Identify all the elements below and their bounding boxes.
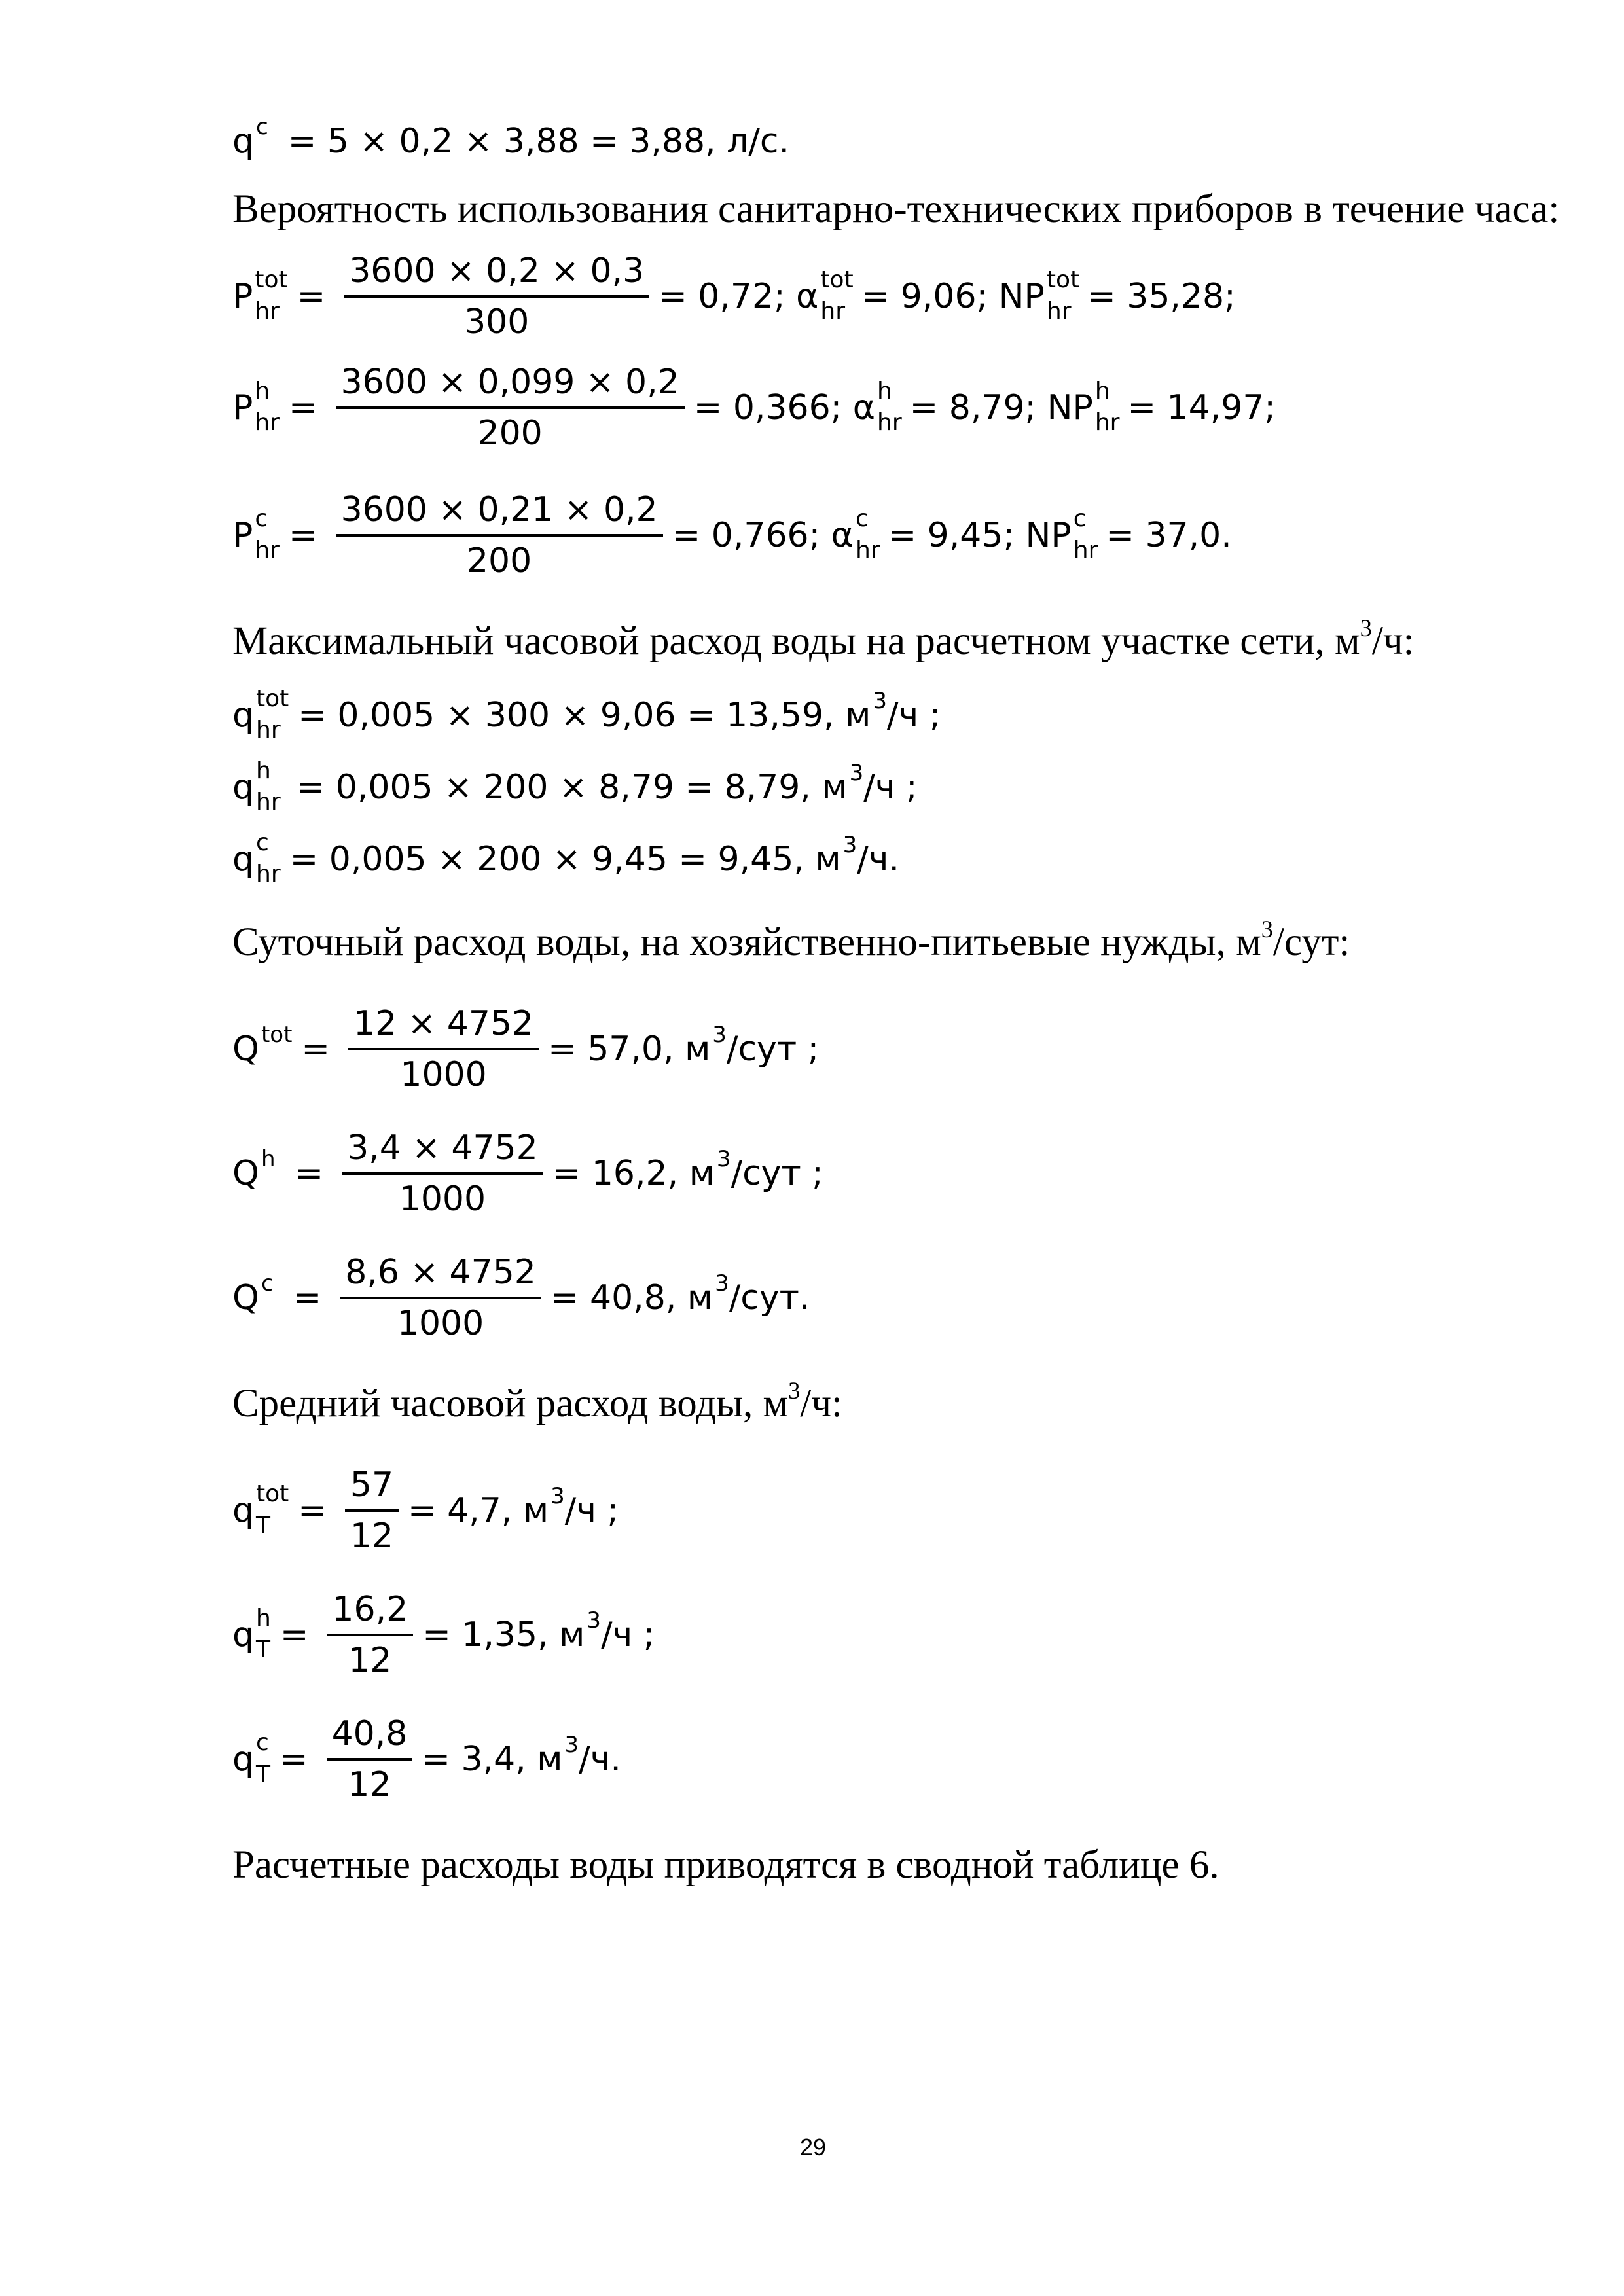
equation-qc-rate: q c = 5 × 0,2 × 3,88 = 3,88, л/с.: [232, 114, 789, 161]
daily-heading: Суточный расход воды, на хозяйственно-питьевые нужды, $м^3$/сут:: [232, 915, 1350, 964]
avg-hourly-heading: Средний часовой расход воды, $м^3/ч$:: [232, 1376, 842, 1426]
equation-p-h: P h hr = $\frac{3600 \times 0,099 \times 0,2}{200}$ = 0,366; α h hr = 8,79; NP h hr = 14,97;: [232, 363, 1276, 453]
probability-heading: Вероятность использования санитарно-технических приборов в течение часа:: [232, 187, 1560, 231]
equation-q-hr-c: q c hr = 0,005 × 200 × 9,45 = 9,45, м 3 /ч.: [232, 829, 900, 888]
equation-p-tot: P tot hr = $\frac{3600 \times 0,2 \times 0,3}{300}$ = 0,72; α tot hr = 9,06; NP tot hr = 35,28;: [232, 251, 1236, 342]
max-hourly-heading: Максимальный часовой расход воды на расчетном участке сети, $м^3/ч$:: [232, 614, 1415, 663]
equation-Q-tot: Q tot = $\frac{12 \times 4752}{1000}$ = 57,0, м 3 /сут ;: [232, 1004, 820, 1094]
page-number: 29: [800, 2134, 827, 2161]
equation-qT-tot: q tot T = $\frac{57}{12}$ = 4,7, м 3 /ч ;: [232, 1465, 619, 1556]
equation-p-c: P c hr = $\frac{3600 \times 0,21 \times 0,2}{200}$ = 0,766; α c hr = 9,45; NP c hr = 37,0.: [232, 490, 1232, 581]
equation-qT-c: q c T = $\frac{40,8}{12}$ = 3,4, м 3 /ч.: [232, 1714, 621, 1804]
equation-q-hr-h: q h hr = 0,005 × 200 × 8,79 = 8,79, м 3 /ч ;: [232, 757, 918, 816]
equation-q-hr-tot: q tot hr = 0,005 × 300 × 9,06 = 13,59, м 3 /ч ;: [232, 685, 941, 744]
closing-sentence: Расчетные расходы воды приводятся в сводной таблице 6.: [232, 1843, 1219, 1887]
equation-Q-h: Q h = $\frac{3,4 \times 4752}{1000}$ = 16,2, м 3 /сут ;: [232, 1128, 823, 1219]
equation-qT-h: q h T = $\frac{16,2}{12}$ = 1,35, м 3 /ч ;: [232, 1590, 655, 1680]
equation-Q-c: Q c = $\frac{8,6 \times 4752}{1000}$ = 40,8, м 3 /сут.: [232, 1253, 810, 1343]
